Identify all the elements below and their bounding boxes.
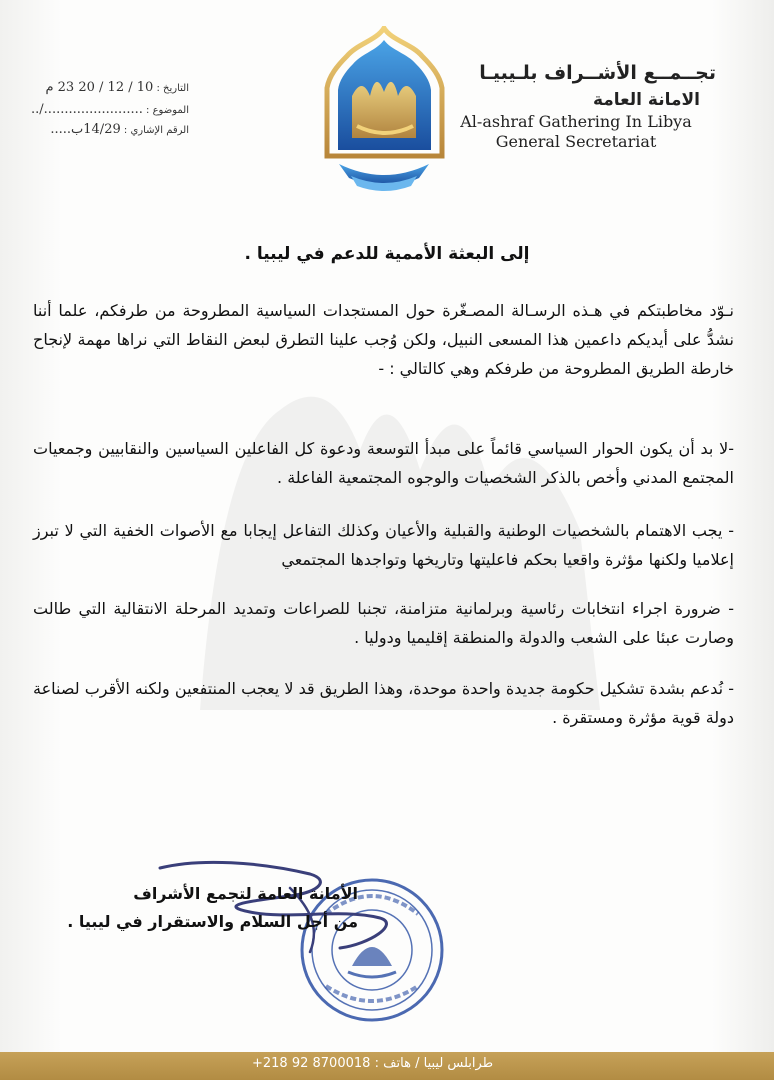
signature-line-1: الأمانة العامة لتجمع الأشراف	[133, 884, 358, 903]
handwritten-signature	[140, 848, 440, 958]
subject-label: الموضوع :	[146, 105, 189, 116]
reference-field	[14, 122, 189, 137]
organization-logo	[317, 26, 452, 192]
date-value: 10 / 12 / 20 23 م	[45, 80, 154, 95]
footer-phone: +218 92 8700018	[252, 1056, 371, 1071]
point-item: - ضرورة اجراء انتخابات رئاسية وبرلمانية متزامنة، تجنبا للصراعات وتمديد المرحلة الانتقالية التي طالت وصارت عبئا على الشعب والدولة والمنطقة إقليميا ودوليا .	[33, 599, 734, 647]
footer-contact	[252, 1056, 552, 1071]
secretariat-arabic: الامانة العامة	[592, 90, 700, 110]
point-item: - نُدعم بشدة تشكيل حكومة جديدة واحدة موحدة، وهذا الطريق قد لا يعجب المنتفعين ولكنه الأقرب لصناعة دولة قوية مؤثرة ومستقرة .	[33, 679, 734, 727]
date-field	[14, 80, 189, 95]
org-name-english: Al-ashraf Gathering In Libya	[460, 112, 692, 131]
date-label: التاريخ :	[156, 83, 189, 94]
secretariat-english: General Secretariat	[495, 132, 657, 151]
addressee-heading: إلى البعثة الأممية للدعم في ليبيا .	[244, 244, 530, 264]
reference-label: الرقم الإشاري :	[123, 125, 189, 136]
reference-value: 14/29ب.....	[50, 122, 121, 137]
intro-paragraph: نـوّد مخاطبتكم في هـذه الرسـالة المصـغّرة حول المستجدات السياسية المطروحة من طرفكم، علما أننا نشدُّ على أيديكم داعمين هذا المسعى النبيل، ولكن وُجب علينا التطرق لبعض النقاط التي نراها مهمة لإنجاح خارطة الطريق المطروحة من طرفكم وهي كالتالي : -	[33, 301, 734, 378]
footer-location: طرابلس ليبيا / هاتف :	[374, 1056, 494, 1071]
subject-field	[14, 102, 189, 117]
subject-value: ......................../..	[31, 102, 143, 117]
org-name-arabic: تجــمــع الأشــراف بلـيبيـا	[479, 62, 716, 84]
point-item: - يجب الاهتمام بالشخصيات الوطنية والقبلية والأعيان وكذلك التفاعل إيجابا مع الأصوات الخفية التي لا تبرز إعلاميا ولكنها مؤثرة واقعيا بحكم فاعليتها وتاريخها وتواجدها المجتمعي	[33, 521, 734, 569]
signature-line-2: من أجل السلام والاستقرار في ليبيا .	[67, 912, 358, 931]
point-item: -لا بد أن يكون الحوار السياسي قائماً على مبدأ التوسعة ودعوة كل الفاعلين السياسين والنقابيين وجمعيات المجتمع المدني وأخص بالذكر الشخصيات والوجوه المجتمعية الفاعلة .	[33, 439, 734, 487]
